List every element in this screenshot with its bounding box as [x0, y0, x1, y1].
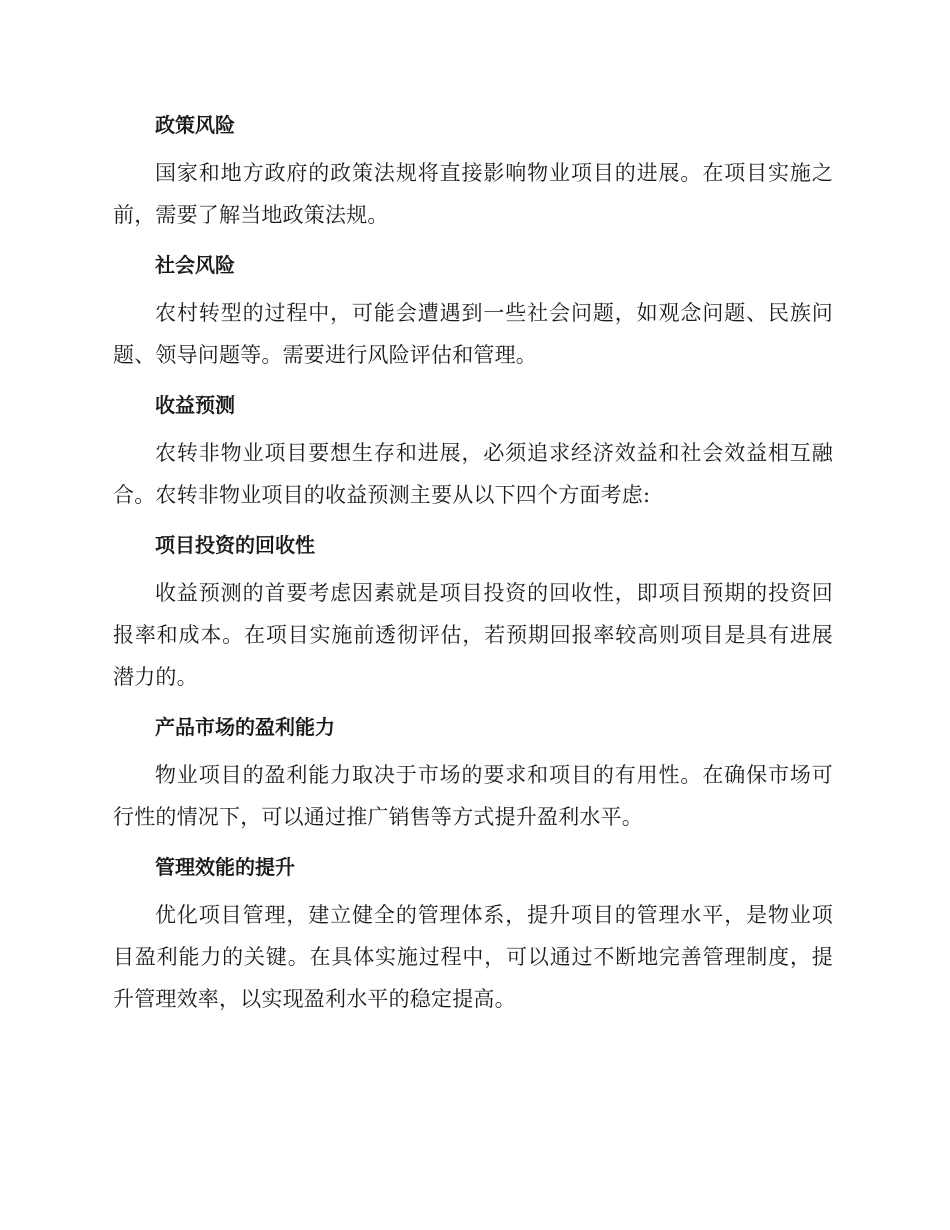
section-paragraph: 国家和地方政府的政策法规将直接影响物业项目的进展。在项目实施之前，需要了解当地政策法规。 — [113, 161, 833, 227]
section-policy-risk — [113, 104, 833, 236]
document-page — [113, 104, 833, 1028]
section-paragraph: 收益预测的首要考虑因素就是项目投资的回收性，即项目预期的投资回报率和成本。在项目实施前透彻评估，若预期回报率较高则项目是具有进展潜力的。 — [113, 581, 833, 689]
section-revenue-forecast — [113, 384, 833, 516]
section-management-efficiency — [113, 846, 833, 1020]
section-heading: 社会风险 — [155, 253, 235, 277]
section-investment-recovery — [113, 524, 833, 698]
section-market-profitability — [113, 706, 833, 838]
section-paragraph: 物业项目的盈利能力取决于市场的要求和项目的有用性。在确保市场可行性的情况下，可以通过推广销售等方式提升盈利水平。 — [113, 763, 833, 829]
section-heading: 产品市场的盈利能力 — [155, 715, 335, 739]
section-social-risk — [113, 244, 833, 376]
section-heading: 收益预测 — [155, 393, 235, 417]
section-paragraph: 农村转型的过程中，可能会遭遇到一些社会问题，如观念问题、民族问题、领导问题等。需要进行风险评估和管理。 — [113, 301, 833, 367]
section-heading: 政策风险 — [155, 113, 235, 137]
section-heading: 管理效能的提升 — [155, 855, 295, 879]
section-paragraph: 优化项目管理，建立健全的管理体系，提升项目的管理水平，是物业项目盈利能力的关键。在具体实施过程中，可以通过不断地完善管理制度，提升管理效率，以实现盈利水平的稳定提高。 — [113, 903, 833, 1011]
section-paragraph: 农转非物业项目要想生存和进展，必须追求经济效益和社会效益相互融合。农转非物业项目的收益预测主要从以下四个方面考虑: — [113, 441, 833, 507]
section-heading: 项目投资的回收性 — [155, 533, 315, 557]
